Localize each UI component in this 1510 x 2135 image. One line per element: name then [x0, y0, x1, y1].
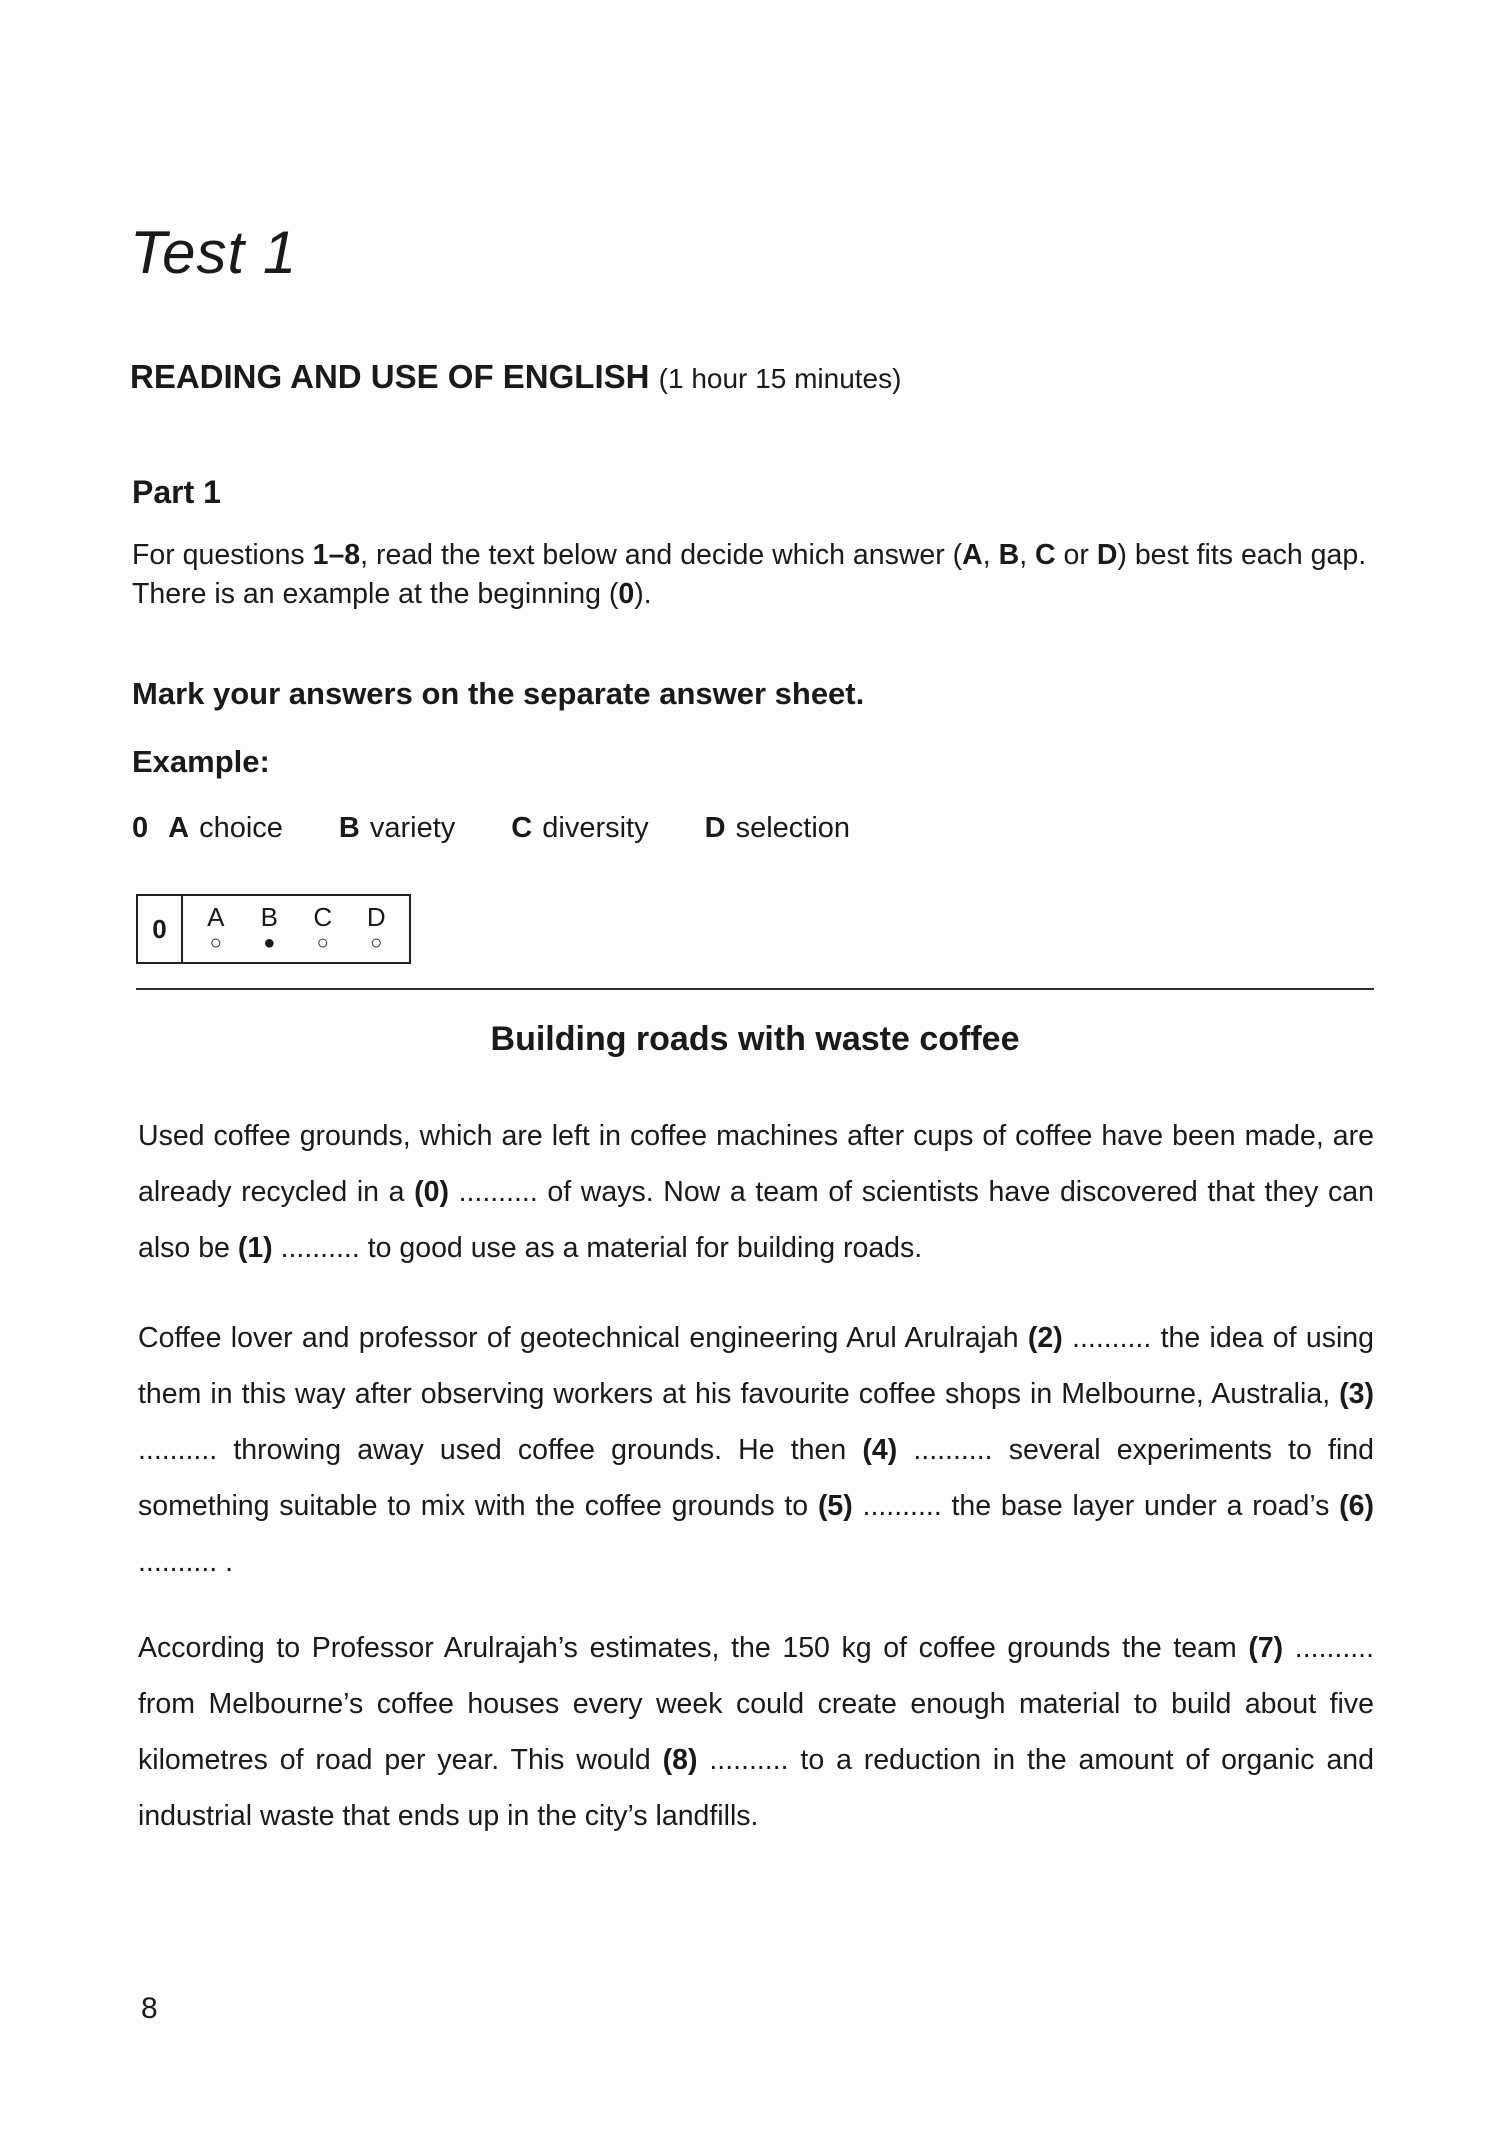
example-option-d [705, 812, 850, 845]
instructions-option-a: A [962, 539, 983, 571]
answer-grid-number: 0 [138, 896, 183, 962]
answer-column-c [303, 896, 343, 962]
paragraph-text: .......... from Melbourne’s coffee houses every week could create enough material to build about five kilometres of road per year. This would [138, 1632, 1374, 1776]
gap-number-1: (1) [237, 1232, 273, 1264]
instructions-text: , [982, 539, 999, 571]
divider [136, 988, 1374, 990]
article-paragraph-1 [138, 1108, 1374, 1276]
paragraph-text: .......... several experiments to find something suitable to mix with the coffee grounds to [138, 1434, 1374, 1522]
gap-number-6: (6) [1339, 1490, 1375, 1522]
section-title: READING AND USE OF ENGLISH [130, 358, 650, 395]
gap-number-3: (3) [1339, 1378, 1374, 1410]
article-paragraph-3 [138, 1620, 1374, 1844]
answer-column-a [196, 896, 236, 962]
instructions-option-b: B [998, 539, 1020, 571]
instructions [132, 536, 1392, 614]
section-heading [130, 358, 901, 396]
instructions-text: There is an example at the beginning ( [132, 578, 619, 610]
example-option-c [511, 812, 648, 845]
answer-letter: B [260, 902, 278, 932]
paragraph-text: .......... . [138, 1546, 234, 1578]
gap-number-7: (7) [1248, 1632, 1284, 1664]
test-title: Test 1 [130, 219, 298, 286]
option-word: selection [735, 812, 851, 844]
answer-column-b [249, 896, 289, 962]
instructions-range: 1–8 [312, 539, 361, 571]
example-option-a [168, 812, 283, 845]
page-number: 8 [141, 1992, 158, 2025]
paragraph-text: .......... of ways. Now a team of scientists have discovered that they can also be [138, 1176, 1374, 1264]
answer-bubble-empty: ○ [316, 932, 329, 954]
answer-sheet-note: Mark your answers on the separate answer sheet. [132, 676, 865, 711]
answer-bubble-filled: ● [263, 932, 276, 954]
section-duration: (1 hour 15 minutes) [658, 363, 902, 394]
gap-number-8: (8) [662, 1744, 698, 1776]
answer-bubble-empty: ○ [370, 932, 383, 954]
article-paragraph-2 [138, 1310, 1374, 1590]
option-word: variety [369, 812, 456, 844]
instructions-option-c: C [1035, 539, 1056, 571]
gap-number-2: (2) [1027, 1322, 1063, 1354]
paragraph-text: .......... the idea of using them in this way after observing workers at his favourite coffee shops in Melbourne, Australia, [138, 1322, 1374, 1410]
instructions-text: , [1019, 539, 1036, 571]
instructions-text: ). [634, 578, 652, 610]
example-option-b [339, 812, 455, 845]
gap-number-5: (5) [817, 1490, 853, 1522]
gap-number-0: (0) [414, 1176, 449, 1208]
example-options-row [132, 812, 906, 845]
paragraph-text: .......... throwing away used coffee grounds. He then [138, 1434, 863, 1466]
option-word: choice [199, 812, 283, 844]
instructions-example-number: 0 [618, 578, 635, 610]
instructions-text: , read the text below and decide which answer ( [360, 539, 963, 571]
answer-grid-options [183, 896, 409, 962]
option-letter: A [168, 812, 190, 844]
answer-column-d [356, 896, 396, 962]
paragraph-text: .......... to a reduction in the amount of organic and industrial waste that ends up in the city’s landfills. [138, 1744, 1374, 1832]
example-number: 0 [132, 812, 149, 844]
article-title: Building roads with waste coffee [490, 1020, 1020, 1058]
instructions-text: For questions [132, 539, 313, 571]
example-label: Example: [132, 744, 270, 779]
paragraph-text: Coffee lover and professor of geotechnical engineering Arul Arulrajah [138, 1322, 1028, 1354]
paragraph-text: According to Professor Arulrajah’s estimates, the 150 kg of coffee grounds the team [138, 1632, 1249, 1664]
option-letter: D [704, 812, 726, 844]
option-letter: B [338, 812, 360, 844]
gap-number-4: (4) [862, 1434, 898, 1466]
example-answer-grid [136, 894, 411, 964]
paragraph-text: .......... the base layer under a road’s [852, 1490, 1340, 1522]
option-word: diversity [542, 812, 649, 844]
paragraph-text: Used coffee grounds, which are left in coffee machines after cups of coffee have been made, are already recycled in a [138, 1120, 1374, 1208]
paragraph-text: .......... to good use as a material for building roads. [272, 1232, 923, 1264]
answer-letter: C [313, 902, 333, 932]
answer-letter: D [366, 902, 386, 932]
instructions-text: ) best fits each gap. [1117, 539, 1367, 571]
option-letter: C [511, 812, 533, 844]
answer-letter: A [207, 902, 225, 932]
part-label: Part 1 [132, 474, 221, 510]
instructions-option-d: D [1096, 539, 1118, 571]
instructions-text: or [1055, 539, 1097, 571]
answer-bubble-empty: ○ [209, 932, 222, 954]
